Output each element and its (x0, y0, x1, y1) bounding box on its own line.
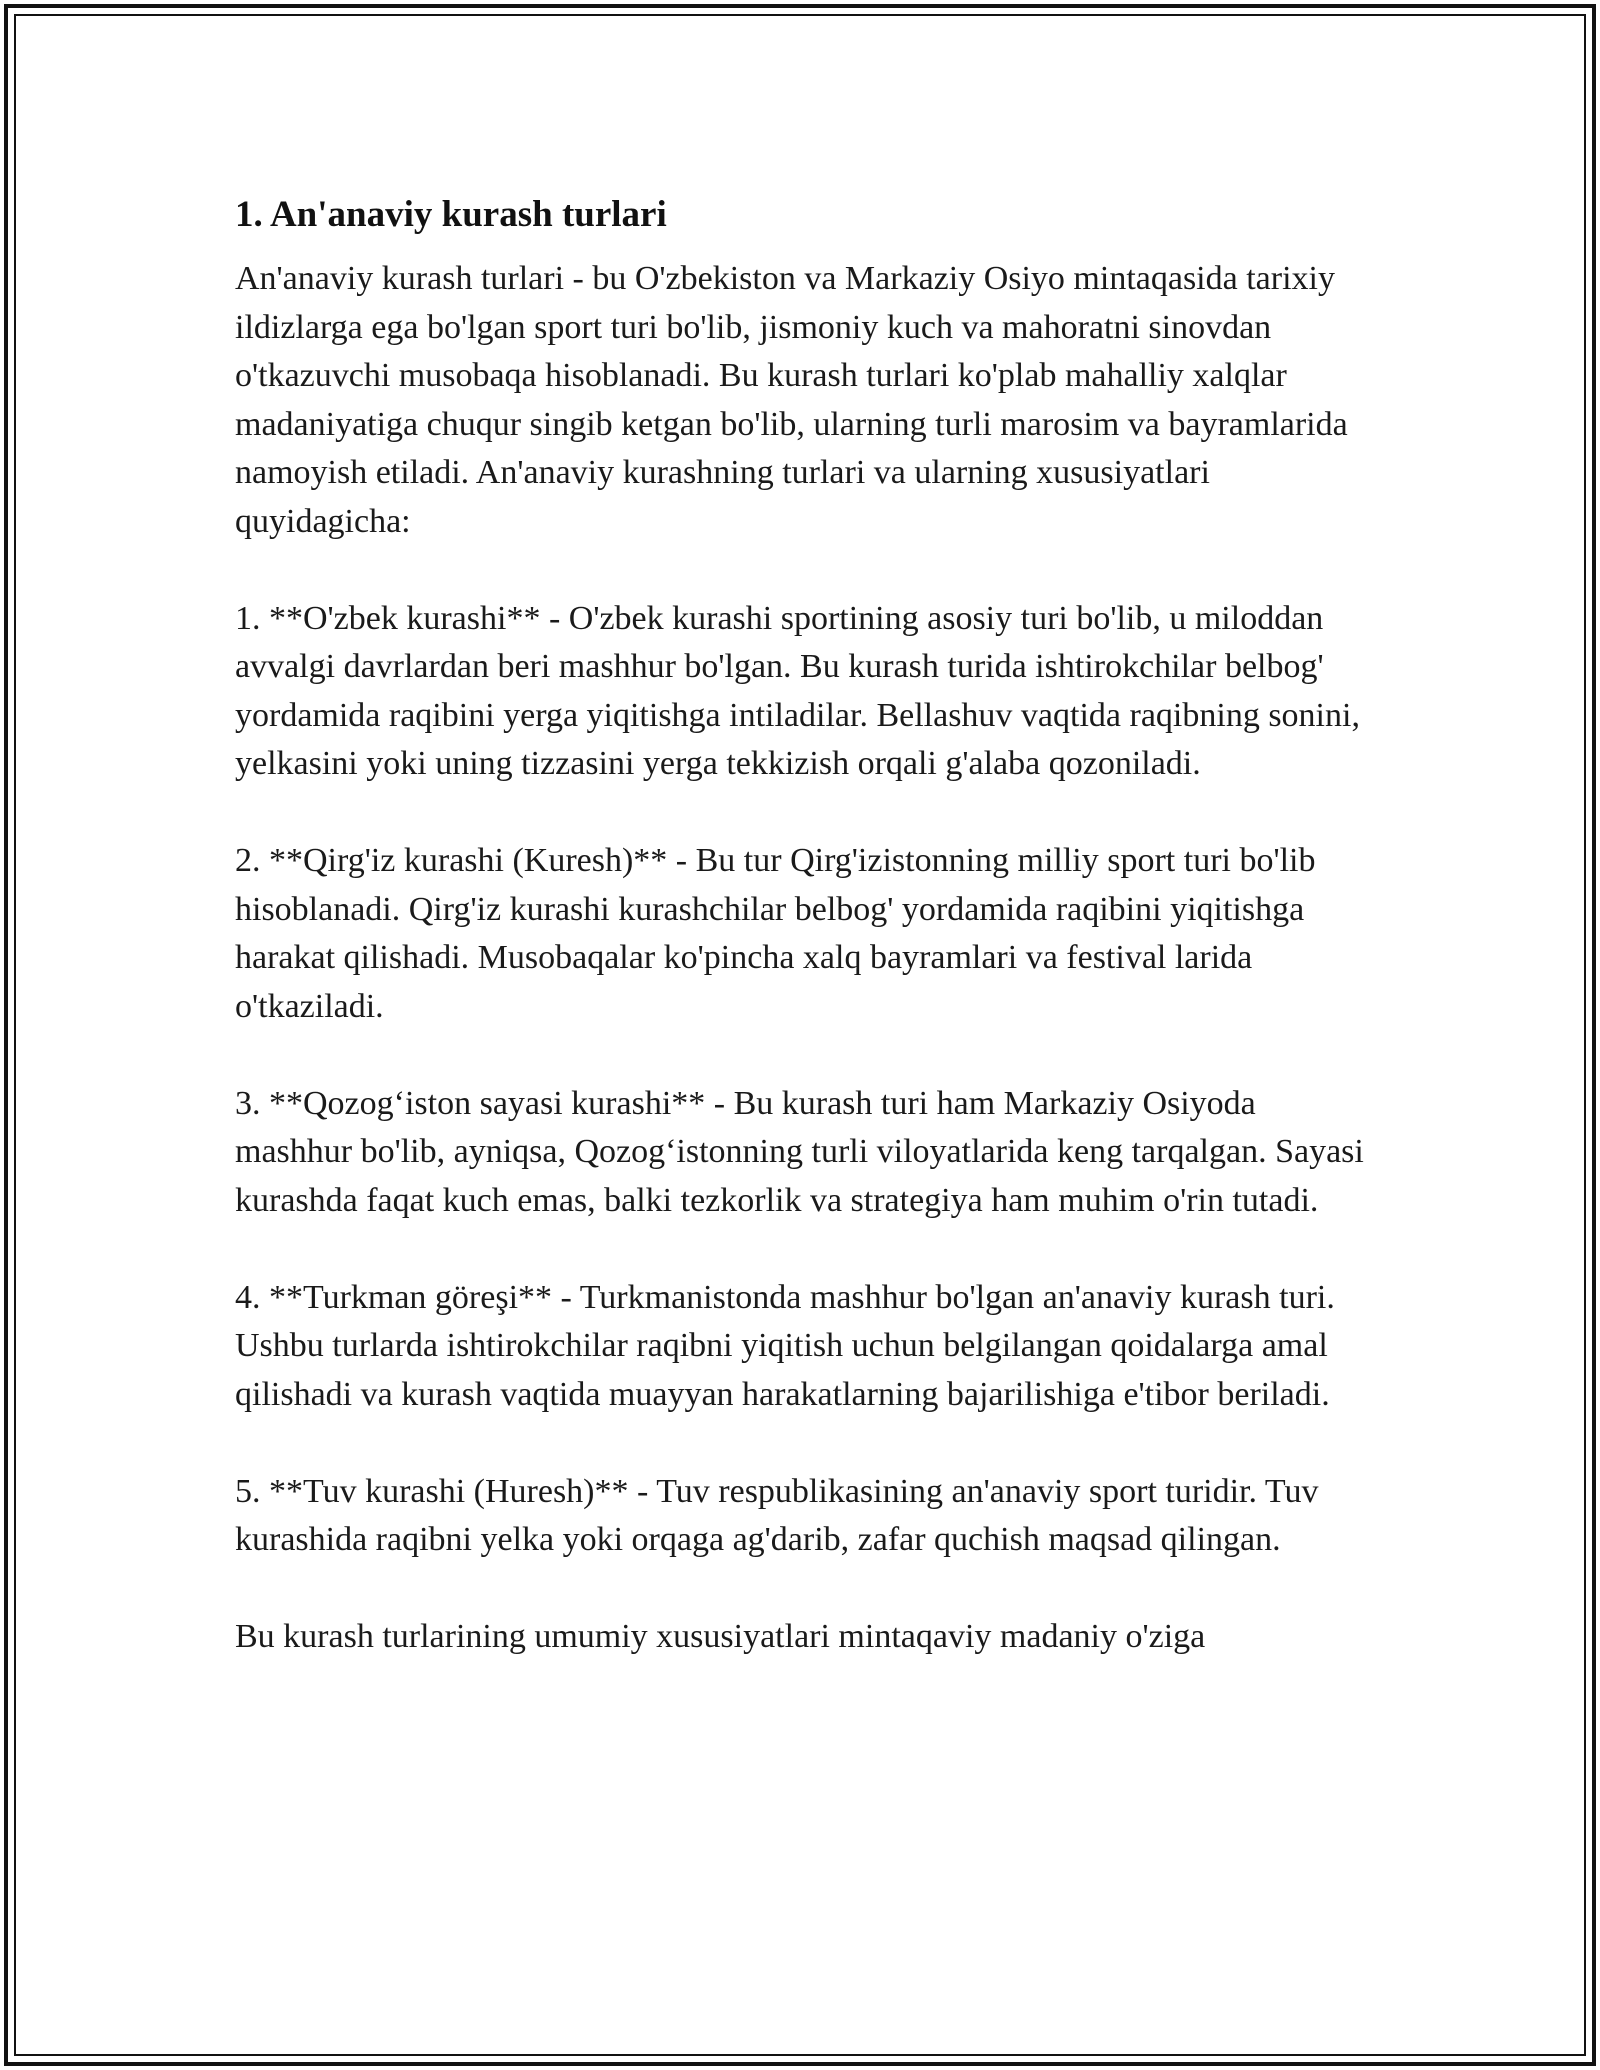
document-page (235, 185, 1365, 1662)
section-heading: 1. An'anaviy kurash turlari (235, 194, 667, 235)
list-item-kazakh-sayasi: 3. **Qozog‘iston sayasi kurashi** - Bu kurash turi ham Markaziy Osiyoda mashhur bo'lib, ayniqsa, Qozog‘istonning turli viloyatlarida keng tarqalgan. Sayasi kurashda faqat kuch emas, balki tezkorlik va strategiya ham muhim o'rin tutadi. (235, 1084, 1364, 1219)
list-item-kyrgyz-kuresh: 2. **Qirg'iz kurashi (Kuresh)** - Bu tur Qirg'izistonning milliy sport turi bo'lib hisoblanadi. Qirg'iz kurashi kurashchilar belbog' yordamida raqibini yiqitishga harakat qilishadi. Musobaqalar ko'pincha xalq bayramlari va festival larida o'tkaziladi. (235, 842, 1316, 1025)
intro-paragraph: An'anaviy kurash turlari - bu O'zbekiston va Markaziy Osiyo mintaqasida tarixiy ildizlarga ega bo'lgan sport turi bo'lib, jismoniy kuch va mahoratni sinovdan o'tkazuvchi musobaqa hisoblanadi. Bu kurash turlari ko'plab mahalliy xalqlar madaniyatiga chuqur singib ketgan bo'lib, ularning turli marosim va bayramlarida namoyish etiladi. An'anaviy kurashning turlari va ularning xususiyatlari quyidagicha: (235, 260, 1348, 540)
list-item-uzbek-kurash: 1. **O'zbek kurashi** - O'zbek kurashi sportining asosiy turi bo'lib, u miloddan avvalgi davrlardan beri mashhur bo'lgan. Bu kurash turida ishtirokchilar belbog' yordamida raqibini yerga yiqitishga intiladilar. Bellashuv vaqtida raqibning sonini, yelkasini yoki uning tizzasini yerga tekkizish orqali g'alaba qozoniladi. (235, 599, 1360, 782)
closing-paragraph: Bu kurash turlarining umumiy xususiyatlari mintaqaviy madaniy o'ziga (235, 1618, 1206, 1655)
list-item-tuva-huresh: 5. **Tuv kurashi (Huresh)** - Tuv respublikasining an'anaviy sport turidir. Tuv kurashida raqibni yelka yoki orqaga ag'darib, zafar quchish maqsad qilingan. (235, 1472, 1319, 1558)
list-item-turkmen-goresh: 4. **Turkman göreşi** - Turkmanistonda mashhur bo'lgan an'anaviy kurash turi. Ushbu turlarda ishtirokchilar raqibni yiqitish uchun belgilangan qoidalarga amal qilishadi va kurash vaqtida muayyan harakatlarning bajarilishiga e'tibor beriladi. (235, 1278, 1335, 1413)
